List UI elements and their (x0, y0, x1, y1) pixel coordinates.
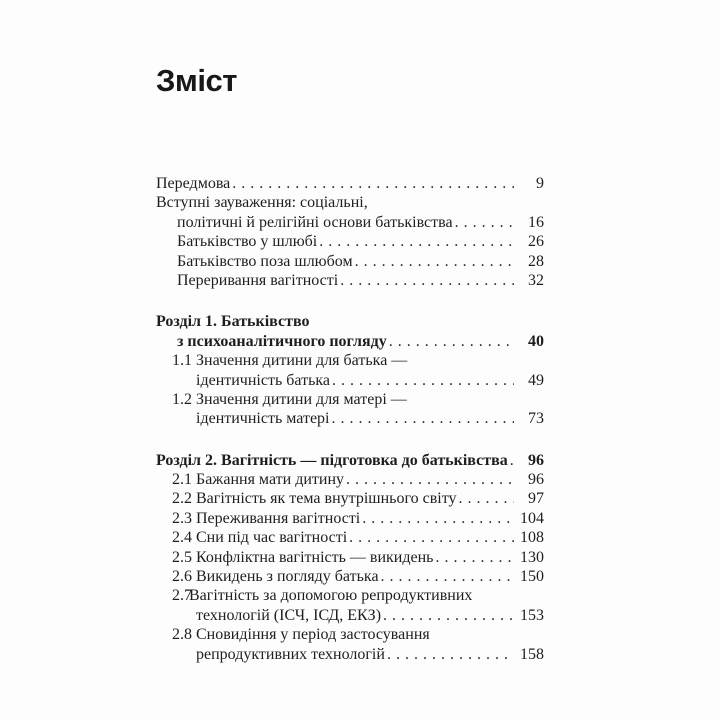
page-number: 49 (528, 371, 544, 389)
section-number: 2.5 (172, 548, 192, 566)
toc-entry-label: Вагітність за допомогою репродуктивних (189, 587, 473, 605)
section-number: 2.3 (172, 509, 192, 527)
page-number: 130 (520, 548, 544, 566)
toc-entry-label: Вагітність як тема внутрішнього світу (196, 490, 457, 508)
page-number: 158 (520, 645, 544, 663)
toc-entry-label: ідентичність батька (196, 371, 330, 389)
dot-leader (340, 271, 514, 290)
dot-leader (332, 371, 514, 390)
toc-row (156, 625, 544, 644)
section-number: 2.2 (172, 490, 192, 508)
toc-row (156, 470, 544, 489)
toc-row (156, 252, 544, 271)
toc-entry-label: Сни під час вагітності (196, 529, 348, 547)
section-number: 2.7 (172, 587, 192, 605)
table-of-contents (156, 174, 544, 664)
toc-row-chapter-1 (156, 312, 544, 331)
dot-leader (346, 470, 514, 489)
toc-row (156, 567, 544, 586)
section-number: 2.4 (172, 529, 192, 547)
page-number: 9 (536, 175, 544, 192)
toc-row-chapter-2 (156, 451, 544, 470)
toc-entry-label: Батьківство у шлюбі (177, 233, 318, 251)
toc-row (156, 645, 544, 664)
page-title: Зміст (156, 63, 237, 98)
toc-entry-label: Сновидіння у період застосування (196, 626, 430, 644)
toc-entry-label: Батьківство поза шлюбом (177, 252, 353, 270)
toc-entry-label: Передмова (156, 175, 231, 192)
page-number: 96 (528, 451, 544, 469)
toc-entry-label: ідентичність матері (196, 410, 330, 428)
dot-leader (459, 489, 515, 508)
toc-entry-label: Бажання мати дитину (196, 471, 345, 489)
dot-leader (349, 528, 514, 547)
toc-entry-label: Переживання вагітності (196, 509, 361, 527)
toc-row (156, 489, 544, 508)
toc-entry-label: Значення дитини для матері — (196, 390, 407, 408)
toc-row (156, 390, 544, 409)
toc-row (156, 586, 544, 605)
toc-row (156, 271, 544, 290)
toc-row (156, 528, 544, 547)
toc-row (156, 351, 544, 370)
page-number: 40 (528, 332, 544, 350)
toc-entry-label: репродуктивних технологій (196, 645, 385, 663)
page-number: 73 (528, 410, 544, 428)
dot-leader (387, 645, 514, 664)
section-number: 1.1 (172, 352, 192, 370)
toc-row (156, 371, 544, 390)
toc-entry-label: Викидень з погляду батька (196, 568, 379, 586)
dot-leader (355, 252, 514, 271)
dot-leader (232, 174, 514, 193)
toc-entry-label: Конфліктна вагітність — викидень (196, 548, 434, 566)
page-number: 108 (520, 529, 544, 547)
toc-row (156, 548, 544, 567)
page-number: 16 (528, 213, 544, 231)
page-number: 26 (528, 233, 544, 251)
toc-entry-label: Значення дитини для батька — (196, 352, 408, 370)
toc-row (156, 174, 544, 193)
toc-row (156, 509, 544, 528)
dot-leader (435, 548, 514, 567)
toc-entry-label: Переривання вагітності (177, 271, 339, 289)
section-number: 2.6 (172, 568, 192, 586)
section-number: 2.1 (172, 471, 192, 489)
dot-leader (383, 606, 514, 625)
toc-entry-label: Розділ 2. Вагітність — підготовка до батьківства (156, 451, 508, 469)
toc-row (156, 213, 544, 232)
page-number: 97 (528, 490, 544, 508)
dot-leader (510, 451, 514, 470)
section-number: 1.2 (172, 390, 192, 408)
page-number: 104 (520, 509, 544, 527)
dot-leader (362, 509, 514, 528)
toc-entry-label: технологій (ІСЧ, ІСД, ЕКЗ) (196, 606, 382, 624)
page-number: 96 (528, 471, 544, 489)
toc-row (156, 606, 544, 625)
toc-entry-label: Вступні зауваження: соціальні, (156, 194, 368, 212)
dot-leader (332, 409, 515, 428)
page-number: 150 (520, 568, 544, 586)
dot-leader (455, 213, 514, 232)
toc-row (156, 232, 544, 251)
page-number: 32 (528, 271, 544, 289)
toc-row-chapter-1-continued (156, 332, 544, 351)
toc-entry-label: Розділ 1. Батьківство (156, 313, 310, 331)
dot-leader (319, 232, 514, 251)
section-number: 2.8 (172, 626, 192, 644)
toc-entry-label: політичні й релігійні основи батьківства (177, 213, 453, 231)
dot-leader (381, 567, 514, 586)
toc-row (156, 409, 544, 428)
toc-row (156, 193, 544, 212)
toc-entry-label: з психоаналітичного погляду (177, 332, 387, 350)
dot-leader (389, 332, 514, 351)
page-number: 28 (528, 252, 544, 270)
page-number: 153 (520, 606, 544, 624)
